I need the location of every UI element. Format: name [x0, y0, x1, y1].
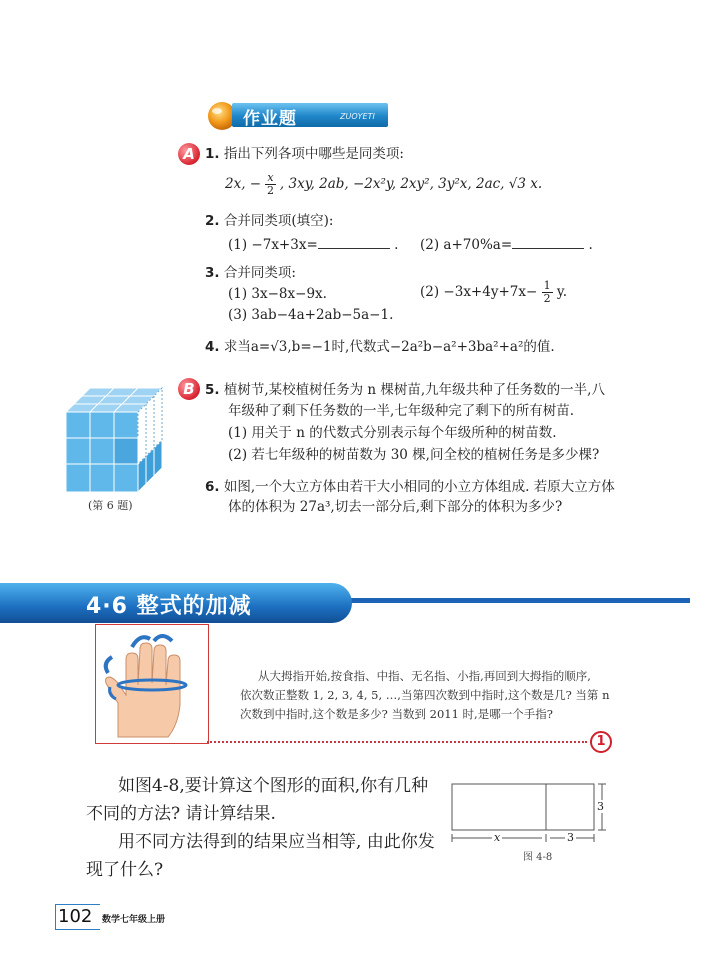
q3-number: 3. [205, 265, 220, 281]
body-line-3: 用不同方法得到的结果应当相等, 由此你发 [118, 832, 435, 852]
q1-fraction [265, 172, 275, 197]
q2-p1-end: . [394, 237, 399, 253]
question-3 [205, 264, 296, 282]
q2-p1-text: (1) −7x+3x= [228, 237, 318, 253]
q1-frac-den: 2 [267, 184, 275, 197]
q5-number: 5. [205, 382, 220, 398]
q2-part-2 [420, 236, 593, 254]
q5-part-1: (1) 用关于 n 的代数式分别表示每个年级所种的树苗数. [228, 425, 557, 441]
question-1 [205, 145, 404, 163]
q3-text: 合并同类项: [223, 265, 296, 281]
q3-p2-a: (2) −3x+4y+7x− [420, 284, 538, 300]
section-title: 4·6 整式的加减 [86, 594, 252, 619]
body-line-2: 不同的方法? 请计算结果. [86, 804, 276, 824]
q1-terms [225, 172, 542, 197]
figure-x-label: x [494, 831, 501, 844]
q3-frac-num: 1 [543, 279, 551, 292]
q3-part-2 [420, 280, 567, 305]
intro-line-3: 次数到中指时,这个数是多少? 当数到 2011 时,是哪一个手指? [240, 707, 553, 721]
q6-number: 6. [205, 479, 220, 495]
body-line-1: 如图4-8,要计算这个图形的面积,你有几种 [118, 776, 429, 796]
q2-text: 合并同类项(填空): [223, 213, 334, 229]
q1-number: 1. [205, 146, 220, 162]
q2-p2-end: . [588, 237, 593, 253]
q3-fraction [542, 280, 553, 305]
figure-4-8 [446, 780, 616, 850]
group-b-badge: B [178, 378, 200, 400]
q5-line-1: 植树节,某校植树任务为 n 棵树苗,九年级共种了任务数的一半,八 [223, 382, 605, 398]
q5-line-2: 年级种了剩下任务数的一半,七年级种完了剩下的所有树苗. [228, 403, 575, 419]
intro-line-1: 从大拇指开始,按食指、中指、无名指、小指,再回到大拇指的顺序, [258, 669, 591, 683]
q2-p1-blank[interactable] [318, 236, 390, 249]
q1-terms-a: 2x, − [225, 176, 262, 192]
hand-illustration [95, 624, 209, 744]
q5-part-2: (2) 若七年级种的树苗数为 30 棵,问全校的植树任务是多少棵? [228, 447, 600, 463]
book-title: 数学七年级上册 [102, 915, 166, 925]
homework-subtitle: ZUOYETI [340, 112, 375, 121]
question-2 [205, 212, 333, 230]
q2-p2-blank[interactable] [512, 236, 584, 249]
body-line-4: 现了什么? [86, 860, 164, 880]
section-rule [340, 598, 690, 603]
figure-width-label: 3 [567, 831, 574, 844]
q1-frac-num: x [267, 171, 274, 184]
q2-part-1 [228, 236, 398, 254]
group-a-badge: A [178, 143, 200, 165]
q3-p2-b: y. [556, 284, 567, 300]
q1-terms-b: , 3xy, 2ab, −2x²y, 2xy², 3y²x, 2ac, √3 x. [279, 176, 543, 192]
q4-number: 4. [205, 339, 220, 355]
activity-marker: 1 [590, 731, 612, 753]
q1-text: 指出下列各项中哪些是同类项: [223, 146, 404, 162]
q2-p2-text: (2) a+70%a= [420, 237, 513, 253]
q6-line-1: 如图,一个大立方体由若干大小相同的小立方体组成. 若原大立方体 [223, 479, 615, 495]
intro-line-2: 依次数正整数 1, 2, 3, 4, 5, …,当第四次数到中指时,这个数是几? 当第 n [240, 688, 610, 702]
cube-figure [62, 384, 172, 496]
q3-frac-den: 2 [543, 292, 551, 305]
cube-caption: (第 6 题) [88, 499, 133, 512]
q6-line-2: 体的体积为 27a³,切去一部分后,剩下部分的体积为多少? [228, 499, 563, 515]
q4-text: 求当a=√3,b=−1时,代数式−2a²b−a²+3ba²+a²的值. [223, 339, 555, 355]
figure-height-label: 3 [597, 800, 604, 813]
q3-part-3: (3) 3ab−4a+2ab−5a−1. [228, 307, 394, 323]
page-number: 102 [58, 906, 93, 927]
q2-number: 2. [205, 213, 220, 229]
question-5 [205, 381, 605, 399]
figure-caption: 图 4-8 [523, 852, 553, 863]
question-6 [205, 478, 615, 496]
q3-part-1: (1) 3x−8x−9x. [228, 286, 327, 302]
question-4 [205, 338, 555, 356]
dotted-separator [207, 741, 587, 743]
homework-title: 作业题 [243, 109, 297, 129]
